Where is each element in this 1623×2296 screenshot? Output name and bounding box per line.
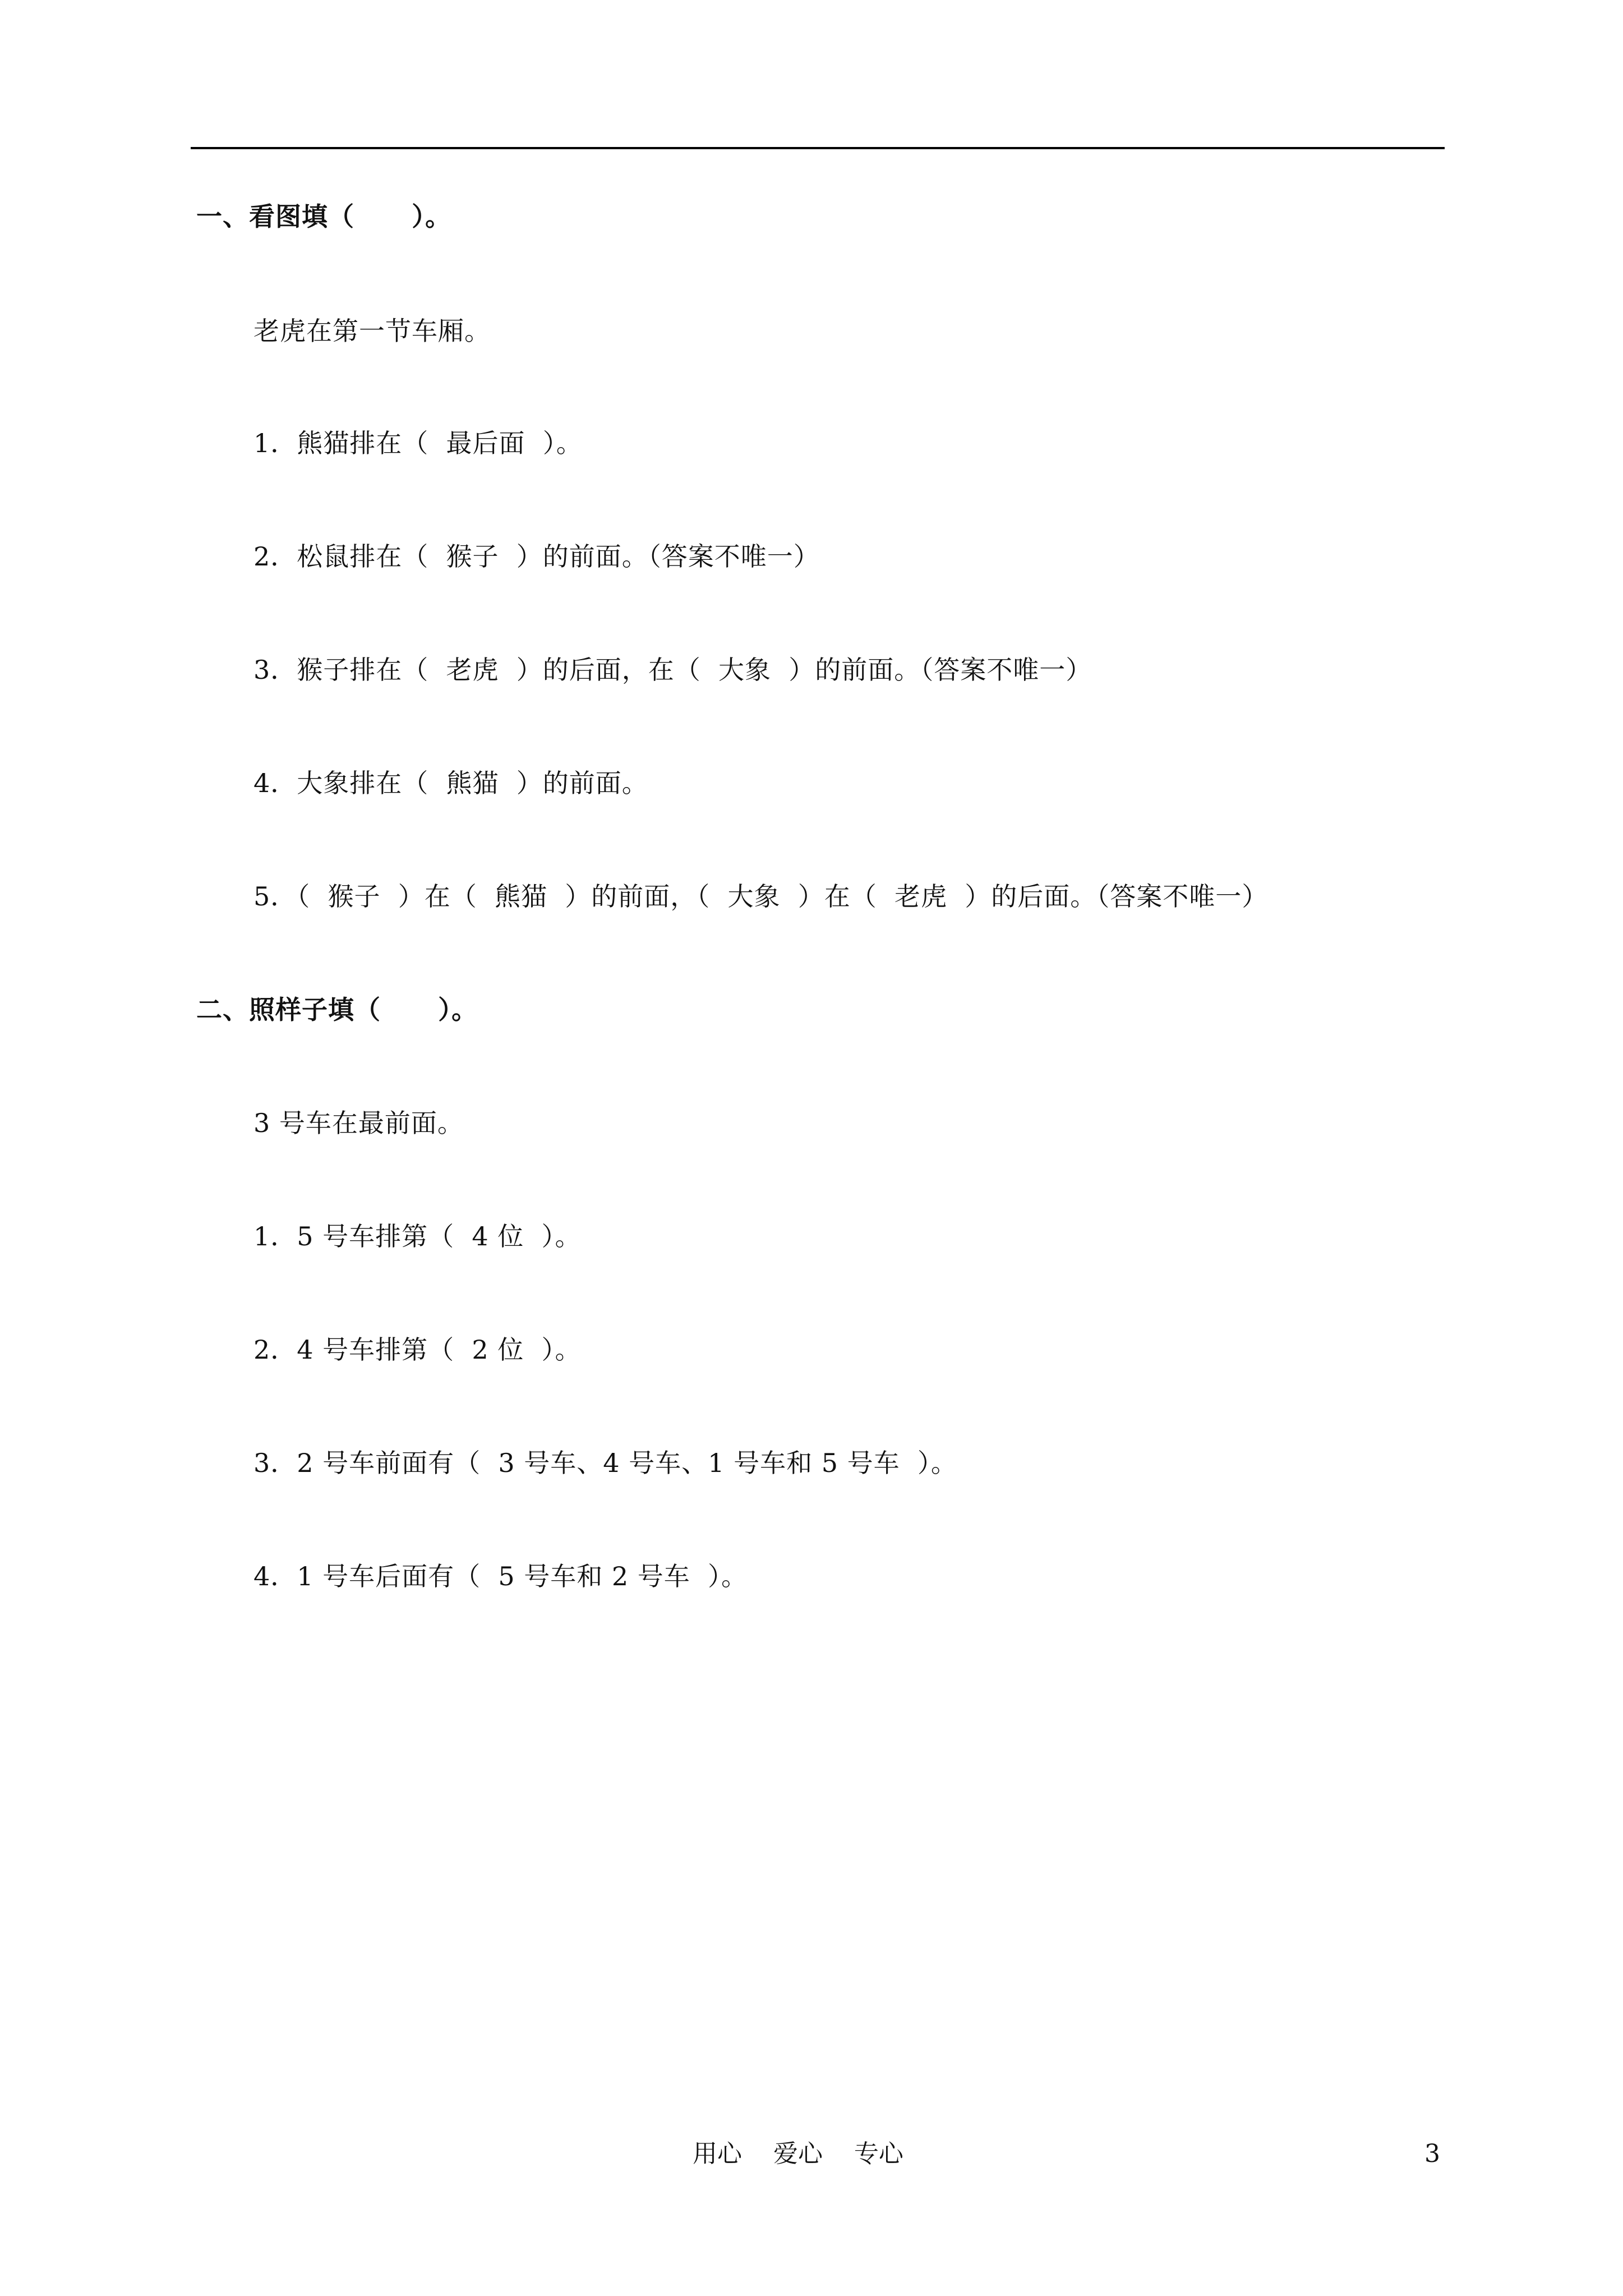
section-2-item-4: 4．1 号车后面有（ 5 号车和 2 号车 ）。 <box>253 1561 748 1591</box>
header-rule <box>191 147 1445 149</box>
footer-motto: 用心 爱心 专心 <box>693 2139 903 2168</box>
section-1-heading: 一、看图填（ ）。 <box>196 201 452 232</box>
section-1-item-5: 5．（ 猴子 ）在（ 熊猫 ）的前面，（ 大象 ）在（ 老虎 ）的后面。（答案不唯一） <box>253 881 1269 912</box>
section-2-item-3: 3．2 号车前面有（ 3 号车、4 号车、1 号车和 5 号车 ）。 <box>253 1448 957 1478</box>
section-2-item-2: 2．4 号车排第（ 2 位 ）。 <box>253 1335 582 1365</box>
section-2-item-1: 1．5 号车排第（ 4 位 ）。 <box>253 1221 582 1251</box>
page-number: 3 <box>1424 2139 1440 2168</box>
section-1-item-3: 3．猴子排在（ 老虎 ）的后面，在（ 大象 ）的前面。（答案不唯一） <box>253 655 1092 685</box>
section-2-intro: 3 号车在最前面。 <box>253 1108 464 1138</box>
section-1-item-2: 2．松鼠排在（ 猴子 ）的前面。（答案不唯一） <box>253 541 820 572</box>
section-2-heading: 二、照样子填（ ）。 <box>196 995 478 1025</box>
section-1-item-4: 4．大象排在（ 熊猫 ）的前面。 <box>253 768 648 798</box>
section-1-intro: 老虎在第一节车厢。 <box>253 316 491 346</box>
section-1-item-1: 1．熊猫排在（ 最后面 ）。 <box>253 428 583 458</box>
